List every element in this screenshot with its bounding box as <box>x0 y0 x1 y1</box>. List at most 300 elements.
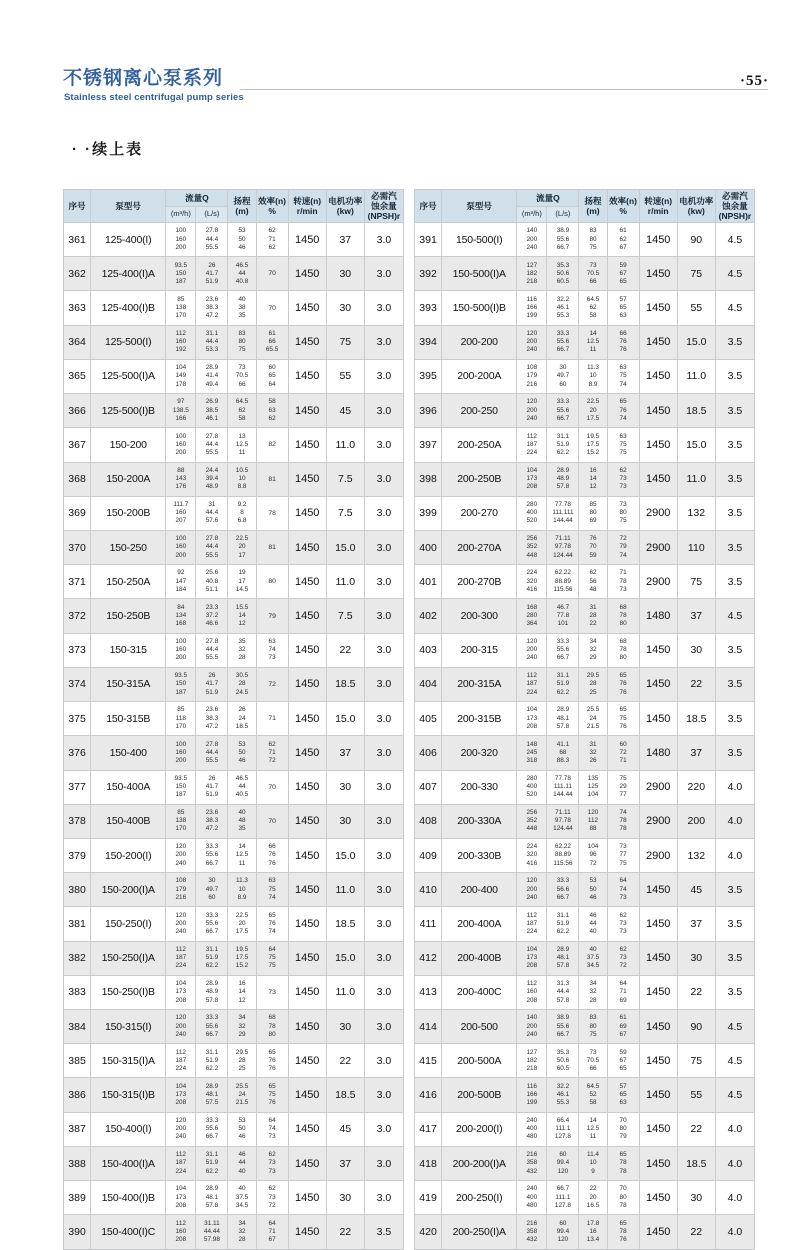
cell-model: 200-500B <box>442 1078 517 1112</box>
value-line: 51.9 <box>205 1159 219 1167</box>
cell-flow-m3h <box>166 770 196 804</box>
value-line: 108 <box>526 364 538 372</box>
value-line: 358 <box>526 1159 538 1167</box>
value-line: 72 <box>589 859 597 867</box>
value-line: 104 <box>175 364 187 372</box>
value-line: 28.9 <box>556 466 570 474</box>
cell-serial-no: 363 <box>64 291 91 325</box>
cell-flow-m3h <box>166 325 196 359</box>
value-line: 73 <box>268 1159 276 1167</box>
cell-flow-m3h <box>517 565 547 599</box>
value-line: 11.3 <box>236 877 248 885</box>
value-line: 173 <box>175 1090 187 1098</box>
value-line: 173 <box>526 475 538 483</box>
value-line: 70 <box>589 543 597 551</box>
value-line: 73 <box>619 843 627 851</box>
value-line: 116 <box>526 295 537 303</box>
value-line: 70.5 <box>586 269 600 277</box>
value-line: 40 <box>589 928 597 936</box>
cell-npsh: 3.5 <box>715 428 754 462</box>
cell-speed: 1450 <box>288 1181 326 1215</box>
value-line: 24 <box>589 714 597 722</box>
value-line: 66.4 <box>556 1116 570 1124</box>
cell-head <box>228 702 256 736</box>
cell-flow-m3h <box>517 633 547 667</box>
value-line: 57 <box>619 295 627 303</box>
value-line: 21.5 <box>235 1099 249 1107</box>
cell-speed: 1450 <box>639 633 677 667</box>
value-line: 65 <box>619 706 627 714</box>
value-line: 88.89 <box>554 851 571 859</box>
cell-power: 45 <box>326 394 364 428</box>
value-line: 416 <box>526 859 538 867</box>
cell-efficiency <box>256 1044 288 1078</box>
value-line: 37.5 <box>235 1193 249 1201</box>
cell-serial-no: 391 <box>415 223 442 257</box>
value-line: 62 <box>238 406 246 414</box>
cell-flow-m3h <box>517 325 547 359</box>
value-line: 520 <box>526 517 538 525</box>
cell-power: 75 <box>677 257 715 291</box>
cell-head <box>579 462 607 496</box>
cell-flow-ls <box>196 223 228 257</box>
col-header-power-label: 电机功率 <box>328 196 363 206</box>
value-line: 50 <box>589 885 597 893</box>
cell-speed: 1450 <box>288 496 326 530</box>
cell-flow-m3h <box>517 394 547 428</box>
cell-efficiency <box>607 941 639 975</box>
cell-flow-m3h <box>517 223 547 257</box>
value-line: 120 <box>175 911 187 919</box>
cell-npsh: 3.5 <box>715 359 754 393</box>
value-line: 21.5 <box>586 722 600 730</box>
col-header-npsh-line1: 必需汽 <box>371 191 397 201</box>
cell-power: 220 <box>677 770 715 804</box>
cell-efficiency <box>256 394 288 428</box>
value-line: 78 <box>619 1201 627 1209</box>
table-row <box>415 565 755 599</box>
cell-serial-no: 414 <box>415 1010 442 1044</box>
cell-flow-ls <box>196 1215 228 1250</box>
cell-efficiency: 81 <box>256 462 288 496</box>
cell-head <box>579 1044 607 1078</box>
cell-head <box>228 359 256 393</box>
value-line: 224 <box>526 688 538 696</box>
value-line: 44.4 <box>556 988 570 996</box>
value-line: 35 <box>238 825 246 833</box>
col-header-speed-label: 转速(n) <box>293 196 322 206</box>
value-line: 66.7 <box>556 893 570 901</box>
value-line: 138 <box>175 303 187 311</box>
cell-head <box>228 1146 256 1180</box>
value-line: 41.4 <box>205 372 219 380</box>
cell-flow-ls <box>547 530 579 564</box>
value-line: 46.1 <box>556 1090 570 1098</box>
cell-serial-no: 397 <box>415 428 442 462</box>
cell-speed: 1450 <box>288 873 326 907</box>
cell-npsh: 3.0 <box>364 975 403 1009</box>
value-line: 65 <box>619 672 627 680</box>
table-row <box>64 496 404 530</box>
cell-model: 200-200(I) <box>442 1112 517 1146</box>
cell-efficiency <box>607 565 639 599</box>
value-line: 66.7 <box>205 1133 219 1141</box>
cell-npsh: 3.5 <box>715 633 754 667</box>
cell-power: 75 <box>677 565 715 599</box>
value-line: 200 <box>526 885 538 893</box>
value-line: 192 <box>175 346 187 354</box>
cell-head <box>579 804 607 838</box>
cell-flow-ls <box>547 702 579 736</box>
value-line: 173 <box>526 714 538 722</box>
value-line: 79 <box>619 1133 627 1141</box>
value-line: 11 <box>589 1133 597 1141</box>
value-line: 134 <box>175 611 187 619</box>
value-line: 27.8 <box>205 227 219 235</box>
cell-speed: 1450 <box>288 702 326 736</box>
cell-flow-ls <box>547 633 579 667</box>
table-row <box>64 394 404 428</box>
value-line: 55.5 <box>205 551 219 559</box>
cell-flow-ls <box>547 736 579 770</box>
value-line: 55.6 <box>205 919 219 927</box>
cell-flow-m3h <box>166 1044 196 1078</box>
cell-efficiency <box>607 804 639 838</box>
value-line: 71 <box>619 569 627 577</box>
value-line: 76 <box>268 1064 276 1072</box>
cell-head <box>228 394 256 428</box>
cell-head <box>579 599 607 633</box>
value-line: 65 <box>268 1082 276 1090</box>
cell-efficiency <box>607 325 639 359</box>
value-line: 65 <box>619 303 627 311</box>
value-line: 66 <box>589 1064 597 1072</box>
cell-flow-ls <box>196 804 228 838</box>
cell-efficiency <box>256 359 288 393</box>
value-line: 88 <box>177 466 185 474</box>
value-line: 160 <box>175 235 187 243</box>
value-line: 37.2 <box>205 611 219 619</box>
value-line: 62 <box>619 911 627 919</box>
page-header <box>0 68 811 114</box>
value-line: 53 <box>238 740 246 748</box>
cell-flow-m3h <box>166 633 196 667</box>
value-line: 29 <box>619 783 627 790</box>
value-line: 28 <box>238 1236 246 1244</box>
cell-speed: 2900 <box>639 838 677 872</box>
value-line: 51.9 <box>205 954 219 962</box>
value-line: 112 <box>175 1151 186 1159</box>
value-line: 120 <box>526 637 538 645</box>
value-line: 111.1 <box>555 1193 571 1201</box>
cell-npsh: 3.0 <box>364 428 403 462</box>
table-row <box>64 428 404 462</box>
value-line: 50 <box>238 1125 246 1133</box>
cell-power: 30 <box>677 941 715 975</box>
value-line: 184 <box>175 585 187 593</box>
value-line: 520 <box>526 791 538 799</box>
cell-npsh: 3.0 <box>364 770 403 804</box>
value-line: 74 <box>619 885 627 893</box>
value-line: 33.3 <box>556 877 570 885</box>
cell-flow-ls <box>196 428 228 462</box>
cell-serial-no: 408 <box>415 804 442 838</box>
value-line: 29.5 <box>235 1048 249 1056</box>
value-line: 70 <box>619 1185 627 1193</box>
cell-flow-ls <box>547 359 579 393</box>
value-line: 75 <box>589 243 597 251</box>
value-line: 66.7 <box>556 1185 570 1193</box>
cell-serial-no: 405 <box>415 702 442 736</box>
cell-flow-m3h <box>166 462 196 496</box>
cell-flow-m3h <box>166 667 196 701</box>
cell-speed: 1450 <box>288 359 326 393</box>
value-line: 64.5 <box>235 398 249 406</box>
value-line: 176 <box>175 483 187 491</box>
value-line: 135 <box>587 774 599 782</box>
value-line: 112 <box>587 817 599 825</box>
value-line: 400 <box>526 1193 538 1201</box>
cell-head <box>228 941 256 975</box>
value-line: 25 <box>589 688 597 696</box>
value-line: 30 <box>208 877 216 885</box>
value-line: 112 <box>526 672 537 680</box>
col-header-flow-m3h: (m³/h) <box>517 206 547 223</box>
cell-flow-m3h <box>166 873 196 907</box>
value-line: 46.5 <box>235 261 249 269</box>
value-line: 160 <box>175 748 187 756</box>
value-line: 24 <box>238 1090 246 1098</box>
value-line: 17.5 <box>235 954 249 962</box>
cell-head <box>228 633 256 667</box>
value-line: 187 <box>175 688 187 696</box>
value-line: 35 <box>238 637 246 645</box>
cell-flow-m3h <box>517 530 547 564</box>
value-line: 24.4 <box>205 466 219 474</box>
cell-head <box>228 770 256 804</box>
value-line: 32 <box>589 988 597 996</box>
cell-efficiency: 79 <box>256 599 288 633</box>
cell-npsh: 3.5 <box>715 325 754 359</box>
value-line: 15.5 <box>235 603 249 611</box>
value-line: 77.78 <box>554 501 571 509</box>
value-line: 17 <box>238 551 246 559</box>
value-line: 62.2 <box>205 1064 219 1072</box>
value-line: 112 <box>526 432 537 440</box>
cell-flow-ls <box>547 1146 579 1180</box>
cell-npsh: 3.0 <box>364 257 403 291</box>
value-line: 75 <box>238 346 246 354</box>
cell-flow-m3h <box>166 1010 196 1044</box>
cell-flow-m3h <box>517 462 547 496</box>
value-line: 28.9 <box>205 364 219 372</box>
cell-flow-m3h <box>517 1112 547 1146</box>
value-line: 44.4 <box>205 440 219 448</box>
cell-speed: 1450 <box>639 291 677 325</box>
value-line: 62.2 <box>205 962 219 970</box>
value-line: 49.4 <box>205 380 219 388</box>
cell-model: 150-315(I)B <box>91 1078 166 1112</box>
cell-npsh: 4.0 <box>715 770 754 804</box>
cell-head <box>579 1146 607 1180</box>
cell-speed: 1450 <box>639 1010 677 1044</box>
value-line: 65 <box>619 398 627 406</box>
col-header-speed-label: 转速(n) <box>644 196 673 206</box>
col-header-speed-unit: r/min <box>647 206 669 216</box>
value-line: 120 <box>526 877 538 885</box>
value-line: 22.5 <box>235 535 249 543</box>
value-line: 18.5 <box>235 722 249 730</box>
value-line: 224 <box>175 1064 187 1072</box>
value-line: 73 <box>619 483 627 491</box>
value-line: 166 <box>175 414 187 422</box>
cell-power: 30 <box>677 633 715 667</box>
cell-model: 200-250A <box>442 428 517 462</box>
cell-serial-no: 365 <box>64 359 91 393</box>
value-line: 16 <box>589 466 597 474</box>
value-line: 57.8 <box>556 962 570 970</box>
value-line: 100 <box>175 637 187 645</box>
cell-efficiency: 70 <box>256 257 288 291</box>
value-line: 173 <box>175 1193 187 1201</box>
value-line: 59 <box>619 1048 627 1056</box>
cell-serial-no: 420 <box>415 1215 442 1250</box>
value-line: 416 <box>526 585 538 593</box>
cell-serial-no: 393 <box>415 291 442 325</box>
cell-model: 200-315 <box>442 633 517 667</box>
cell-flow-ls <box>196 1146 228 1180</box>
table-row <box>64 1181 404 1215</box>
cell-efficiency <box>607 496 639 530</box>
value-line: 72 <box>268 756 276 764</box>
value-line: 97 <box>177 398 185 406</box>
table-row <box>64 359 404 393</box>
value-line: 200 <box>175 919 187 927</box>
cell-serial-no: 387 <box>64 1112 91 1146</box>
cell-power: 37 <box>326 1146 364 1180</box>
value-line: 28 <box>589 611 597 619</box>
value-line: 55.5 <box>205 243 219 251</box>
cell-flow-ls <box>196 975 228 1009</box>
cell-power: 132 <box>677 838 715 872</box>
value-line: 120 <box>175 843 187 851</box>
value-line: 46.1 <box>556 303 570 311</box>
table-row <box>64 1112 404 1146</box>
table-row <box>415 462 755 496</box>
cell-flow-m3h <box>166 565 196 599</box>
cell-power: 30 <box>677 1181 715 1215</box>
table-row <box>415 873 755 907</box>
value-line: 88 <box>589 825 597 833</box>
value-line: 66.7 <box>556 346 570 354</box>
cell-head <box>579 1181 607 1215</box>
cell-npsh: 4.0 <box>715 1181 754 1215</box>
cell-serial-no: 396 <box>415 394 442 428</box>
table-row <box>64 770 404 804</box>
value-line: 40.5 <box>235 791 249 799</box>
value-line: 120 <box>526 398 538 406</box>
value-line: 224 <box>175 962 187 970</box>
value-line: 46 <box>238 1133 246 1141</box>
cell-serial-no: 406 <box>415 736 442 770</box>
cell-flow-ls <box>196 325 228 359</box>
value-line: 68 <box>619 603 627 611</box>
value-line: 20 <box>589 1193 597 1201</box>
cell-efficiency: 82 <box>256 428 288 462</box>
value-line: 55.6 <box>556 235 570 243</box>
cell-flow-ls <box>196 257 228 291</box>
cell-speed: 2900 <box>639 804 677 838</box>
value-line: 44.4 <box>205 646 219 654</box>
cell-model: 150-250(I) <box>91 907 166 941</box>
value-line: 432 <box>526 1236 538 1244</box>
value-line: 66.7 <box>556 414 570 422</box>
value-line: 76 <box>268 859 276 867</box>
col-header-power-label: 电机功率 <box>679 196 714 206</box>
value-line: 160 <box>175 509 187 517</box>
cell-efficiency <box>607 1181 639 1215</box>
value-line: 73 <box>619 475 627 483</box>
value-line: 31 <box>589 740 597 748</box>
cell-efficiency <box>256 1078 288 1112</box>
continuation-note: · ·续上表 <box>72 141 144 158</box>
value-line: 187 <box>175 1056 187 1064</box>
value-line: 92 <box>177 569 185 577</box>
value-line: 208 <box>175 1201 187 1209</box>
value-line: 73 <box>619 585 627 593</box>
value-line: 35.3 <box>556 261 570 269</box>
cell-power: 37 <box>677 907 715 941</box>
value-line: 14 <box>238 988 246 996</box>
cell-head <box>579 428 607 462</box>
value-line: 27.8 <box>205 740 219 748</box>
cell-power: 30 <box>326 1181 364 1215</box>
cell-speed: 1450 <box>288 291 326 325</box>
cell-speed: 1480 <box>639 736 677 770</box>
col-header-head <box>228 190 256 223</box>
value-line: 10.5 <box>235 466 249 474</box>
cell-efficiency: 70 <box>256 291 288 325</box>
cell-speed: 1450 <box>288 1010 326 1044</box>
cell-serial-no: 386 <box>64 1078 91 1112</box>
cell-efficiency: 70 <box>256 770 288 804</box>
cell-serial-no: 412 <box>415 941 442 975</box>
cell-flow-m3h <box>166 428 196 462</box>
cell-npsh: 3.0 <box>364 291 403 325</box>
value-line: 37.5 <box>586 954 600 962</box>
col-header-npsh <box>364 190 403 223</box>
value-line: 75 <box>268 962 276 970</box>
cell-model: 200-320 <box>442 736 517 770</box>
cell-serial-no: 369 <box>64 496 91 530</box>
value-line: 138 <box>175 817 187 825</box>
cell-speed: 1450 <box>288 736 326 770</box>
value-line: 40 <box>238 295 246 303</box>
cell-speed: 1450 <box>639 941 677 975</box>
cell-efficiency <box>256 907 288 941</box>
value-line: 40 <box>589 945 597 953</box>
cell-flow-m3h <box>166 496 196 530</box>
cell-npsh: 3.0 <box>364 736 403 770</box>
value-line: 32 <box>238 1228 246 1236</box>
cell-power: 11.0 <box>326 873 364 907</box>
value-line: 116 <box>526 1082 537 1090</box>
value-line: 40.8 <box>235 277 249 285</box>
cell-model: 150-400A <box>91 770 166 804</box>
table-row <box>64 975 404 1009</box>
cell-model: 150-500(I) <box>442 223 517 257</box>
value-line: 44.4 <box>205 543 219 551</box>
